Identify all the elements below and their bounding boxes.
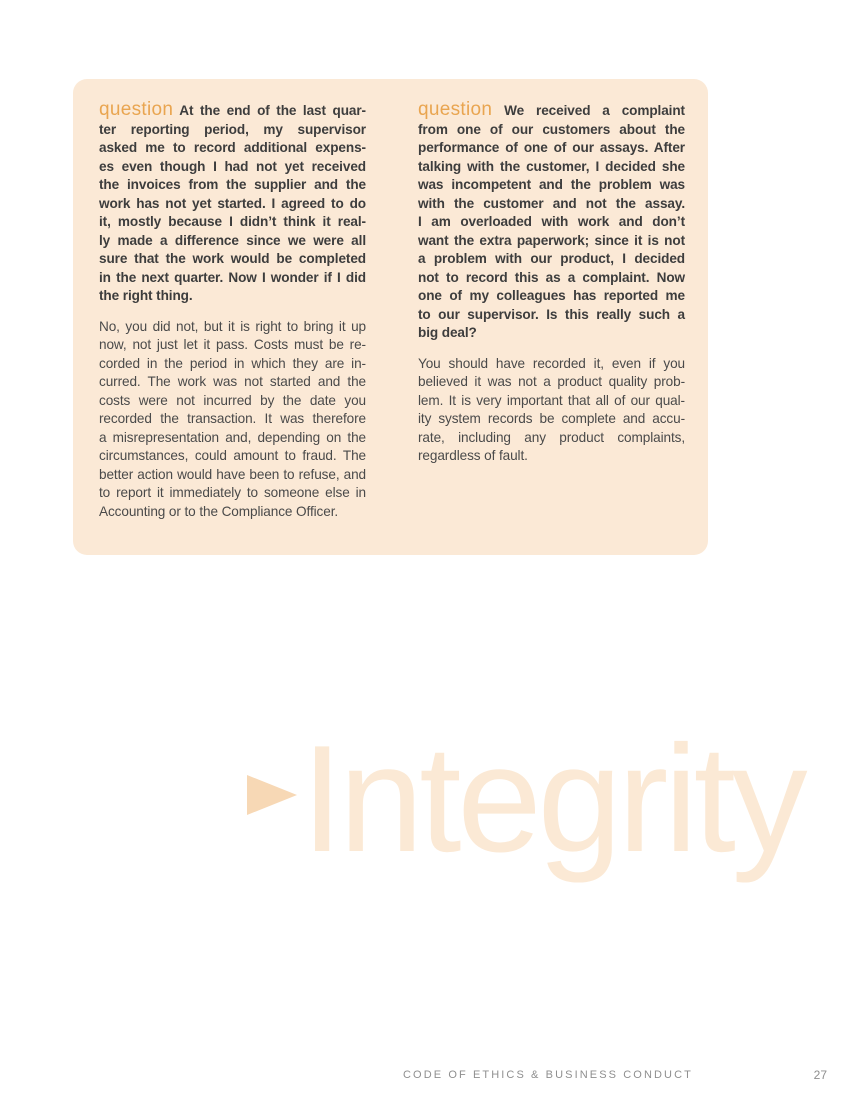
question-first-text: We received a complaint (504, 103, 685, 118)
question-first-line (418, 101, 685, 121)
qa-column-right (418, 101, 685, 521)
watermark-text: Integrity (301, 714, 804, 884)
qa-card (73, 79, 708, 555)
answer-text: You should have recorded it, even if you believed it was not a product quality prob- lem. It is very important that all of our qual- ity system records be complete and accu- rate, including any product complaints, regardless of fault. (418, 355, 685, 463)
question-label: question (99, 99, 174, 120)
qa-column-left (99, 101, 366, 521)
qa-columns (99, 101, 685, 521)
question-text: from one of our customers about the performance of one of our assays. After talking with the customer, I decided she was incompetent and the problem was with the customer and not the assay. I am overloaded with work and don’t want the extra paperwork; since it is not a problem with our product, I decided not to record this as a complaint. Now one of my colleagues has reported me to our supervisor. Is this really such a big deal? (418, 121, 685, 340)
footer-page-number: 27 (813, 1068, 827, 1082)
question-block (418, 101, 685, 343)
question-first-line (99, 101, 366, 121)
question-text: ter reporting period, my supervisor asked me to record additional expens- es even though I had not yet received the invoices from the supplier and the work has not yet started. I agreed to do it, mostly because I didn’t think it real- ly made a difference since we were all sure that the work would be completed in the next quarter. Now I wonder if I did the right thing. (99, 121, 366, 303)
question-block (99, 101, 366, 306)
answer-text: No, you did not, but it is right to bring it up now, not just let it pass. Costs must be re- corded in the period in which they are in- curred. The work was not started and the costs were not incurred by the date you recorded the transaction. It was therefore a misrepresentation and, depending on the circumstances, could amount to fraud. The better action would have been to refuse, and to report it immediately to someone else in Accounting or to the Compliance Officer. (99, 318, 366, 519)
question-first-text: At the end of the last quar- (179, 103, 366, 118)
footer-title: CODE OF ETHICS & BUSINESS CONDUCT (403, 1069, 693, 1081)
question-label: question (418, 99, 493, 120)
arrow-right-icon (247, 775, 297, 815)
